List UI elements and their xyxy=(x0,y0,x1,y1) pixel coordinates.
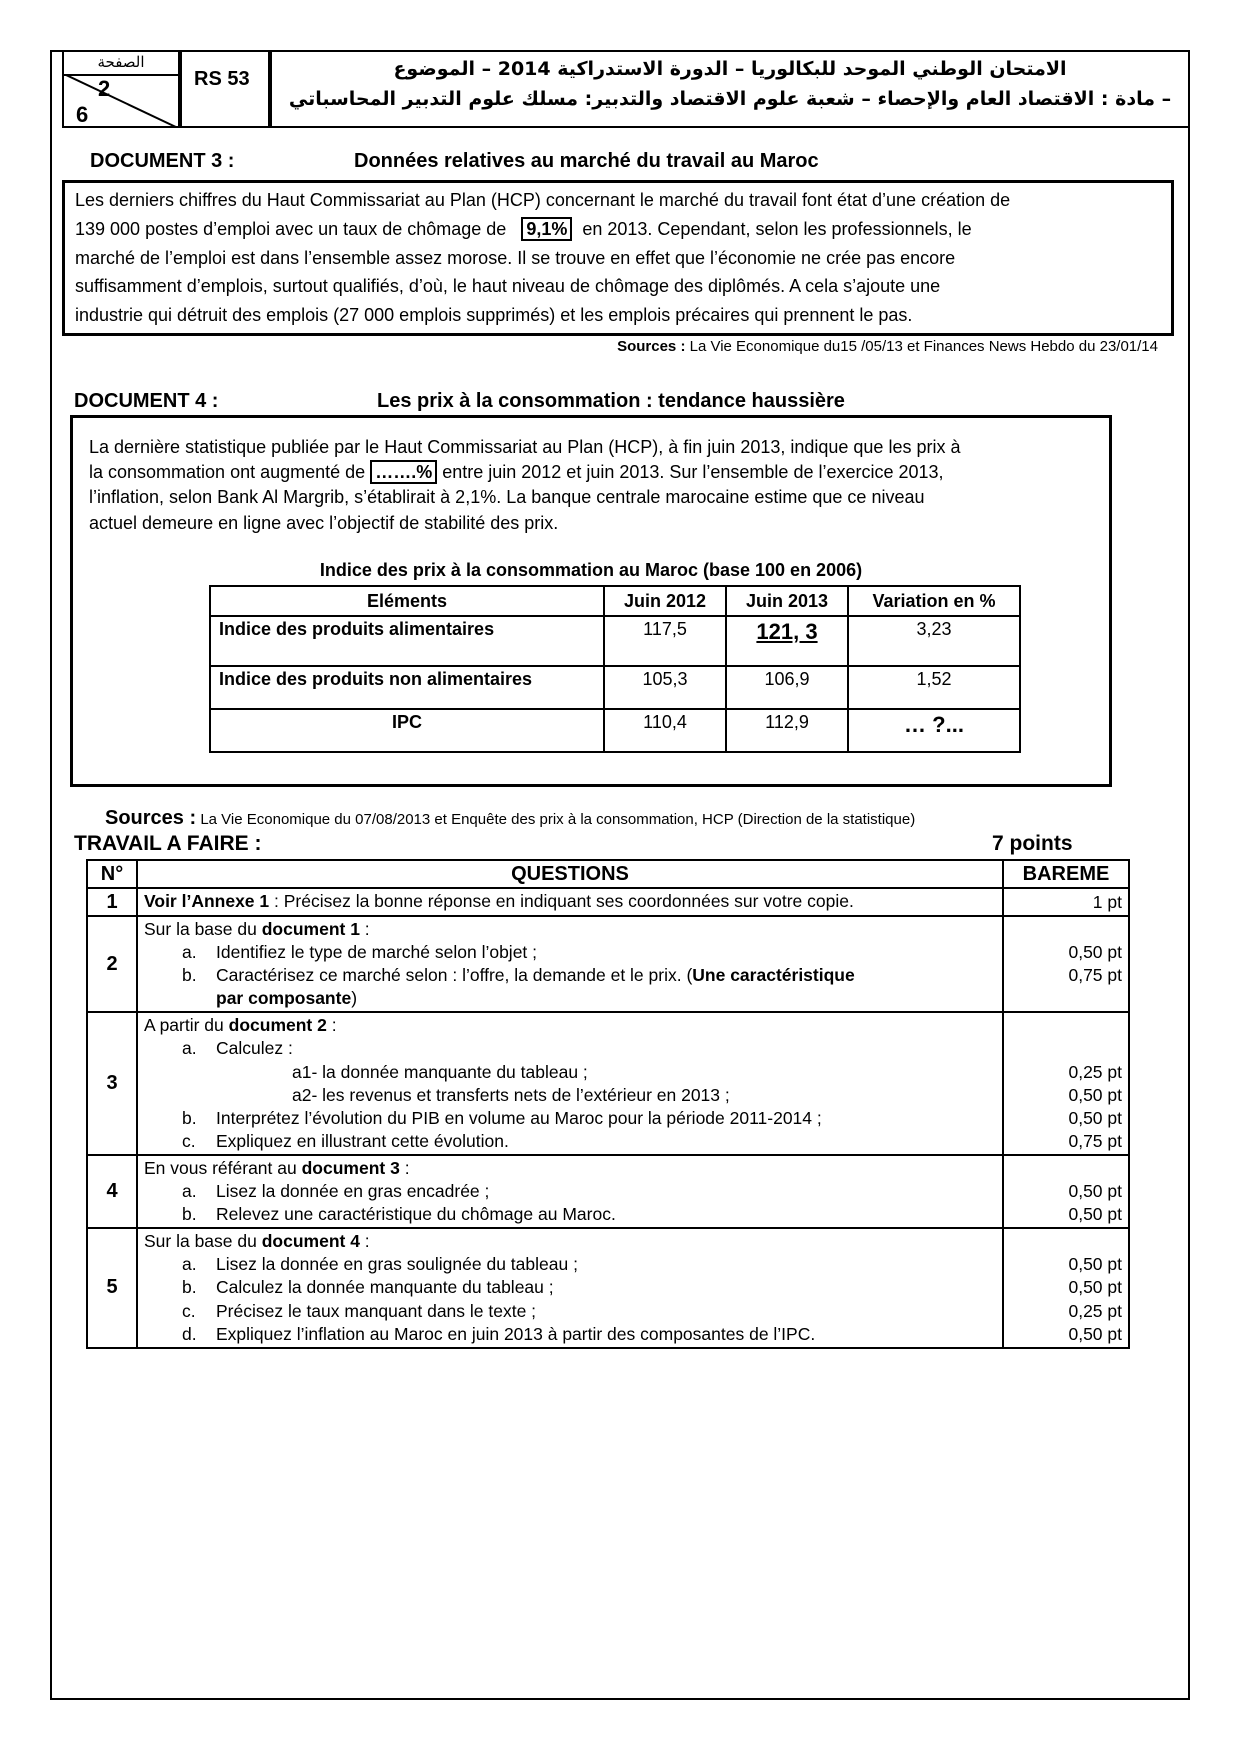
col-elements: Eléments xyxy=(210,586,604,616)
page-label: الصفحة xyxy=(97,54,145,71)
doc4-text: La dernière statistique publiée par le Haut Commissariat au Plan (HCP), à fin juin 2013, indique que les prix à la consommation ont augmenté de …….% entre juin 2012 et juin 2013. Sur l’ensemble de l’exercice 2013, l’inflation, selon Bank Al Margrib, s’établirait à 2,1%. La banque centrale marocaine estime que ce niveau actuel demeure en ligne avec l’objectif de stabilité des prix. xyxy=(89,437,961,533)
travail-points: 7 points xyxy=(992,832,1073,855)
page-total: 6 xyxy=(76,102,89,127)
col-juin-2013: Juin 2013 xyxy=(726,586,848,616)
exam-title-line1: الامتحان الوطني الموحد للبكالوريا – الدورة الاستدراكية 2014 – الموضوع xyxy=(393,58,1067,80)
doc3-sources: Sources : La Vie Economique du15 /05/13 et Finances News Hebdo du 23/01/14 xyxy=(617,338,1158,355)
doc3-box xyxy=(62,180,1174,336)
unemployment-rate-value: 9,1% xyxy=(521,217,572,241)
row-element: Indice des produits non alimentaires xyxy=(210,666,604,709)
doc3-label: DOCUMENT 3 : xyxy=(90,150,235,172)
row-j2013: 112,9 xyxy=(726,709,848,752)
doc3-title: Données relatives au marché du travail au Maroc xyxy=(354,150,819,172)
doc4-title: Les prix à la consommation : tendance haussière xyxy=(377,390,845,412)
question-number: 2 xyxy=(87,916,137,1012)
ipc-table-header xyxy=(210,586,1020,616)
price-increase-blank: …….% xyxy=(370,460,437,484)
col-questions: QUESTIONS xyxy=(137,860,1003,888)
row-element: Indice des produits alimentaires xyxy=(210,616,604,666)
question-number: 3 xyxy=(87,1012,137,1155)
row-j2012: 105,3 xyxy=(604,666,726,709)
doc4-box xyxy=(70,415,1112,787)
exam-title xyxy=(270,50,1190,128)
col-bareme: BAREME xyxy=(1003,860,1129,888)
table-row xyxy=(210,709,1020,752)
row-j2012: 110,4 xyxy=(604,709,726,752)
question-3-points: 0,25 pt 0,50 pt 0,50 pt 0,75 pt xyxy=(1003,1012,1129,1155)
row-j2013-underlined: 121, 3 xyxy=(726,616,848,666)
travail-title: TRAVAIL A FAIRE : xyxy=(74,832,262,855)
question-3: A partir du document 2 : a. Calculez : a1- la donnée manquante du tableau ; a2- les revenus et transferts nets de l’extérieur en 2013 ; b. Interprétez l’évolution du PIB en volume au Maroc pour la période 2011-2014 ; c. Expliquez en illustrant cette évolution. xyxy=(137,1012,1003,1155)
col-juin-2012: Juin 2012 xyxy=(604,586,726,616)
doc4-sources: Sources : La Vie Economique du 07/08/2013 et Enquête des prix à la consommation, HCP (Direction de la statistique) xyxy=(105,807,916,829)
page-number-box xyxy=(62,50,180,128)
row-variation-missing: … ?... xyxy=(848,709,1020,752)
row-element: IPC xyxy=(210,709,604,752)
question-number: 1 xyxy=(87,888,137,916)
question-4-points: 0,50 pt 0,50 pt xyxy=(1003,1155,1129,1228)
row-variation: 1,52 xyxy=(848,666,1020,709)
question-1-points: 1 pt xyxy=(1003,888,1129,916)
ipc-table xyxy=(209,585,1021,753)
questions-table xyxy=(86,859,1130,1349)
table-row xyxy=(87,1012,1129,1155)
doc4-label: DOCUMENT 4 : xyxy=(74,390,219,412)
questions-header xyxy=(87,860,1129,888)
row-j2012: 117,5 xyxy=(604,616,726,666)
question-1: Voir l’Annexe 1 : Précisez la bonne réponse en indiquant ses coordonnées sur votre copie. xyxy=(137,888,1003,916)
page-number: 2 xyxy=(98,76,111,101)
col-number: N° xyxy=(87,860,137,888)
row-j2013: 106,9 xyxy=(726,666,848,709)
ipc-table-title: Indice des prix à la consommation au Maroc (base 100 en 2006) xyxy=(319,560,863,580)
table-row xyxy=(87,1228,1129,1347)
question-number: 4 xyxy=(87,1155,137,1228)
col-variation: Variation en % xyxy=(848,586,1020,616)
exam-code: RS 53 xyxy=(180,50,270,128)
table-row xyxy=(87,888,1129,916)
question-number: 5 xyxy=(87,1228,137,1347)
table-row xyxy=(210,616,1020,666)
table-row xyxy=(87,1155,1129,1228)
question-5-points: 0,50 pt 0,50 pt 0,25 pt 0,50 pt xyxy=(1003,1228,1129,1347)
question-2: Sur la base du document 1 : a. Identifiez le type de marché selon l’objet ; b. Caractérisez ce marché selon : l’offre, la demande et le prix. (Une caractéristique par composante) xyxy=(137,916,1003,1012)
table-row xyxy=(210,666,1020,709)
row-variation: 3,23 xyxy=(848,616,1020,666)
exam-header xyxy=(50,50,1190,128)
table-row xyxy=(87,916,1129,1012)
question-2-points: 0,50 pt 0,75 pt xyxy=(1003,916,1129,1012)
doc3-text: Les derniers chiffres du Haut Commissariat au Plan (HCP) concernant le marché du travail font état d’une création de 139 000 postes d’emploi avec un taux de chômage de 9,1% en 2013. Cependant, selon les professionnels, le marché de l’emploi est dans l’ensemble assez morose. Il se trouve en effet que l’économie ne crée pas encore suffisamment d’emplois, surtout qualifiés, d’où, le haut niveau de chômage des diplômés. A cela s’ajoute une industrie qui détruit des emplois (27 000 emplois supprimés) et les emplois précaires qui prennent le pas. xyxy=(75,190,1011,326)
question-4: En vous référant au document 3 : a. Lisez la donnée en gras encadrée ; b. Relevez une caractéristique du chômage au Maroc. xyxy=(137,1155,1003,1228)
exam-title-line2: – مادة : الاقتصاد العام والإحصاء – شعبة علوم الاقتصاد والتدبير: مسلك علوم التدبير المحاسباتي xyxy=(288,88,1172,110)
question-5: Sur la base du document 4 : a. Lisez la donnée en gras soulignée du tableau ; b. Calculez la donnée manquante du tableau ; c. Précisez le taux manquant dans le texte ; d. Expliquez l’inflation au Maroc en juin 2013 à partir des composantes de l’IPC. xyxy=(137,1228,1003,1347)
